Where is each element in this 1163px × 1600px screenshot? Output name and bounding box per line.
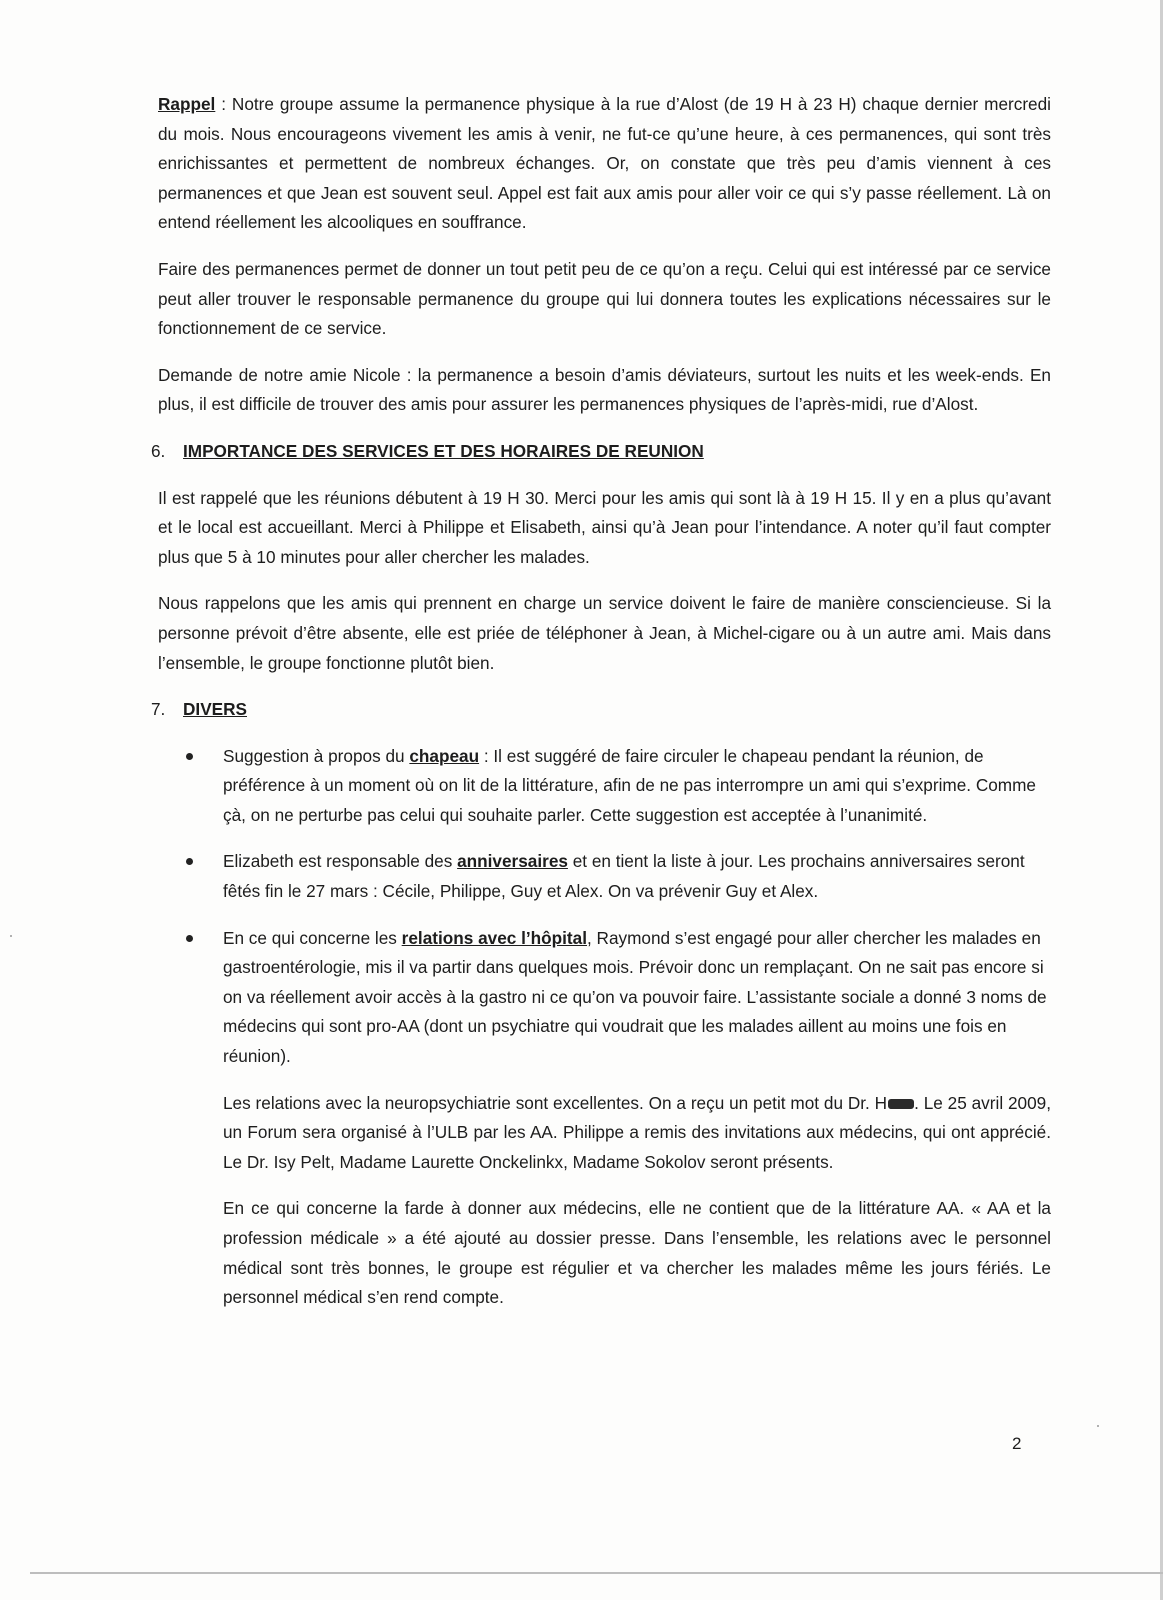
bullet-icon [186,858,193,865]
paragraph-rappel [158,90,1051,238]
section-6-heading [151,437,1051,467]
bullet-text-before: Elizabeth est responsable des [223,851,458,872]
sub-text-before: Les relations avec la neuropsychiatrie sont excellentes. On a reçu un petit mot du Dr. H [223,1092,888,1113]
bullet-text-before: Suggestion à propos du [223,745,410,766]
sub-text-after: . Le 25 avril 2009, un Forum sera organisé à l’ULB par les AA. Philippe a remis des invitations aux médecins, qui ont apprécié. Le Dr. Isy Pelt, Madame Laurette Onckelinkx, Madame Sokolov seront présents. [223,1092,1051,1172]
bullet-subparagraph-neuropsychiatrie [223,1089,1051,1178]
bullet-subparagraph-farde: En ce qui concerne la farde à donner aux médecins, elle ne contient que de la littérature AA. « AA et la profession médicale » a été ajouté au dossier presse. Dans l’ensemble, les relations avec le personnel médical sont très bonnes, le groupe est régulier et va chercher les malades même les jours fériés. Le personnel médical s’en rend compte. [223,1198,1051,1308]
bullet-text [223,851,1025,901]
redaction-mark [888,1099,914,1109]
keyword-anniversaires: anniversaires [457,851,568,872]
bullet-icon [186,935,193,942]
rappel-text: : Notre groupe assume la permanence physique à la rue d’Alost (de 19 H à 23 H) chaque dernier mercredi du mois. Nous encourageons vivement les amis à venir, ne fut-ce qu’une heure, à ces permanences, qui sont très enrichissantes et permettent de nombreux échanges. Or, on constate que très peu d’amis viennent à ces permanences et que Jean est souvent seul. Appel est fait aux amis pour aller voir ce qui s’y passe réellement. Là on entend réellement les alcooliques en souffrance. [158,94,1051,233]
list-item-anniversaires [158,847,1051,906]
bullet-text-after: : Il est suggéré de faire circuler le chapeau pendant la réunion, de préférence à un moment où on lit de la littérature, afin de ne pas interrompre un ami qui s’exprime. Comme çà, on ne perturbe pas celui qui souhaite parler. Cette suggestion est acceptée à l’unanimité. [223,745,1036,825]
keyword-chapeau: chapeau [409,745,480,766]
keyword-relations-hopital: relations avec l’hôpital [401,927,587,948]
section-6-paragraph-1: Il est rappelé que les réunions débutent à 19 H 30. Merci pour les amis qui sont là à 19 H 15. Il y en a plus qu’avant et le local est accueillant. Merci à Philippe et Elisabeth, ainsi qu’à Jean pour l’intendance. A noter qu’il faut compter plus que 5 à 10 minutes pour aller chercher les malades. [158,487,1051,567]
document-body [151,90,1051,1330]
section-6-paragraph-2: Nous rappelons que les amis qui prennent en charge un service doivent le faire de manière consciencieuse. Si la personne prévoit d’être absente, elle est priée de téléphoner à Jean, à Michel-cigare ou à un autre ami. Mais dans l’ensemble, le groupe fonctionne plutôt bien. [158,593,1051,673]
section-6-title: IMPORTANCE DES SERVICES ET DES HORAIRES DE REUNION [183,440,704,461]
scan-speck [10,935,12,937]
scan-speck [1097,1425,1099,1427]
bullet-text-before: En ce qui concerne les [223,927,402,948]
divers-list [158,742,1051,1313]
scan-edge-bottom [30,1572,1163,1574]
page-number: 2 [1012,1434,1022,1453]
section-6-number: 6. [151,440,166,461]
section-7-heading [151,695,1051,725]
list-item-hopital [158,924,1051,1313]
bullet-text-after: et en tient la liste à jour. Les prochains anniversaires seront fêtés fin le 27 mars : Cécile, Philippe, Guy et Alex. On va prévenir Guy et Alex. [223,851,1025,902]
list-item-chapeau [158,742,1051,831]
bullet-icon [186,753,193,760]
bullet-text [223,746,1036,825]
section-7-title: DIVERS [183,699,247,720]
paragraph-permanences: Faire des permanences permet de donner un tout petit peu de ce qu’on a reçu. Celui qui est intéressé par ce service peut aller trouver le responsable permanence du groupe qui lui donnera toutes les explications nécessaires sur le fonctionnement de ce service. [158,258,1051,339]
bullet-text-after: , Raymond s’est engagé pour aller chercher les malades en gastroentérologie, mis il va partir dans quelques mois. Prévoir donc un remplaçant. On ne sait pas encore si on va réellement avoir accès à la gastro ni ce qu’on va pouvoir faire. L’assistante sociale a donné 3 noms de médecins qui sont pro-AA (dont un psychiatre qui voudrait que les malades aillent au moins une fois en réunion). [223,927,1047,1067]
paragraph-nicole: Demande de notre amie Nicole : la permanence a besoin d’amis déviateurs, surtout les nuits et les week-ends. En plus, il est difficile de trouver des amis pour assurer les permanences physiques de l’après-midi, rue d’Alost. [158,364,1051,415]
bullet-text [223,928,1047,1066]
rappel-label: Rappel [158,94,216,114]
section-7-number: 7. [151,699,166,720]
